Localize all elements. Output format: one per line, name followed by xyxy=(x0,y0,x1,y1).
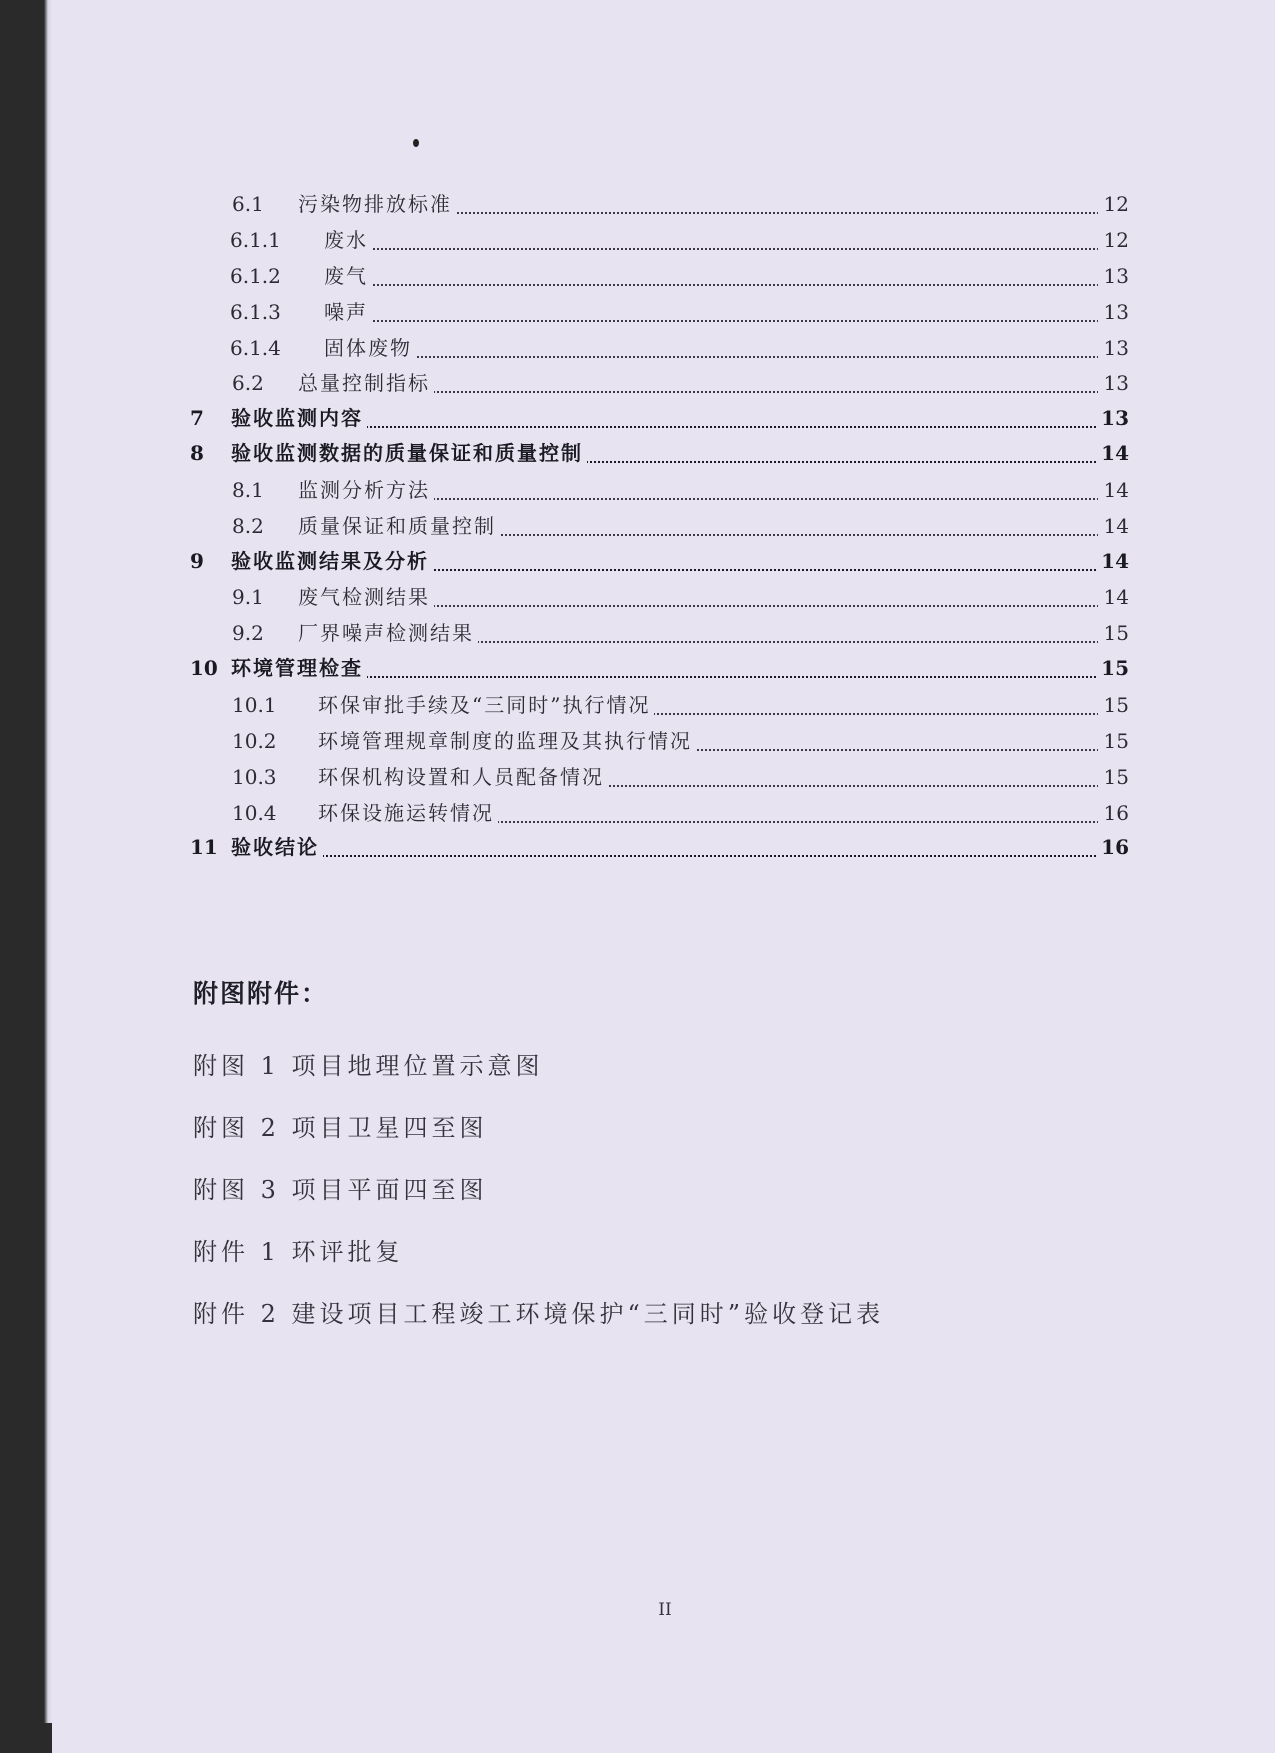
toc-entry-title: 监测分析方法 xyxy=(298,474,434,506)
toc-entry-number: 9 xyxy=(190,549,204,573)
toc-entry-number: 9.1 xyxy=(232,585,264,609)
toc-entry-title: 总量控制指标 xyxy=(298,367,434,399)
toc-entry xyxy=(0,831,1275,863)
toc-dot-leader xyxy=(344,324,1127,358)
toc-entry-page: 15 xyxy=(1098,725,1129,757)
toc-entry-page: 14 xyxy=(1098,437,1129,469)
toc-entry-page: 14 xyxy=(1098,545,1129,577)
attachment-item: 附件 2 建设项目工程竣工环境保护“三同时”验收登记表 xyxy=(193,1300,885,1328)
toc-entry-number: 6.1.4 xyxy=(230,336,281,360)
toc-entry xyxy=(0,437,1275,469)
toc-entry-number: 6.1.3 xyxy=(230,300,281,324)
toc-entry-number: 10.1 xyxy=(232,693,277,717)
scan-edge-bottom xyxy=(0,1723,60,1753)
toc-entry-page: 14 xyxy=(1098,510,1129,542)
toc-dot-leader xyxy=(251,644,1127,678)
toc-entry-page: 13 xyxy=(1098,296,1129,328)
toc-entry-title: 环境管理规章制度的监理及其执行情况 xyxy=(318,725,696,757)
toc-entry-number: 10.4 xyxy=(232,801,277,825)
attachment-item: 附图 1 项目地理位置示意图 xyxy=(193,1052,544,1080)
toc-entry-title: 厂界噪声检测结果 xyxy=(298,617,478,649)
toc-entry-page: 12 xyxy=(1098,224,1129,256)
toc-dot-leader xyxy=(318,466,1127,500)
toc-entry-number: 10 xyxy=(190,656,218,680)
toc-entry-title: 环境管理检查 xyxy=(231,652,367,684)
toc-dot-leader xyxy=(344,252,1127,286)
toc-entry-title: 环保设施运转情况 xyxy=(318,797,498,829)
toc-entry-title: 质量保证和质量控制 xyxy=(298,510,500,542)
toc-entry-title: 验收监测内容 xyxy=(231,402,367,434)
toc-entry-number: 6.2 xyxy=(232,371,264,395)
toc-entry-page: 13 xyxy=(1098,367,1129,399)
toc-entry-title: 环保审批手续及“三同时”执行情况 xyxy=(318,689,654,721)
toc-entry-number: 6.1.2 xyxy=(230,264,281,288)
toc-entry-page: 16 xyxy=(1098,831,1129,863)
toc-entry-page: 16 xyxy=(1098,797,1129,829)
toc-entry-page: 15 xyxy=(1098,761,1129,793)
toc-entry-title: 噪声 xyxy=(324,296,372,328)
toc-entry-page: 13 xyxy=(1098,402,1129,434)
toc-entry-number: 11 xyxy=(190,835,218,859)
toc-dot-leader xyxy=(344,216,1127,250)
toc-entry-number: 10.3 xyxy=(232,765,277,789)
toc-entry-number: 6.1.1 xyxy=(230,228,281,252)
toc-entry-title: 废气检测结果 xyxy=(298,581,434,613)
toc-dot-leader xyxy=(344,288,1127,322)
toc-entry-title: 废气 xyxy=(324,260,372,292)
toc-entry-number: 9.2 xyxy=(232,621,264,645)
toc-entry-title: 验收结论 xyxy=(231,831,323,863)
toc-entry-number: 6.1 xyxy=(232,192,264,216)
toc-entry-title: 验收监测数据的质量保证和质量控制 xyxy=(231,437,587,469)
toc-entry-page: 13 xyxy=(1098,260,1129,292)
attachment-item: 附图 3 项目平面四至图 xyxy=(193,1176,488,1204)
toc-entry-number: 10.2 xyxy=(232,729,277,753)
attachment-item: 附图 2 项目卫星四至图 xyxy=(193,1114,488,1142)
toc-entry-title: 环保机构设置和人员配备情况 xyxy=(318,761,608,793)
toc-entry-page: 13 xyxy=(1098,332,1129,364)
toc-dot-leader xyxy=(318,573,1127,607)
toc-entry-title: 废水 xyxy=(324,224,372,256)
page-number: II xyxy=(658,1600,672,1620)
toc-entry-page: 15 xyxy=(1098,617,1129,649)
toc-entry-title: 污染物排放标准 xyxy=(298,188,456,220)
toc-entry-title: 验收监测结果及分析 xyxy=(231,545,433,577)
toc-entry xyxy=(0,652,1275,684)
toc-entry-title: 固体废物 xyxy=(324,332,416,364)
toc-entry-page: 14 xyxy=(1098,474,1129,506)
toc-dot-leader xyxy=(251,394,1127,428)
attachments-heading: 附图附件： xyxy=(193,979,329,1008)
toc-entry-number: 8 xyxy=(190,441,204,465)
toc-entry-page: 14 xyxy=(1098,581,1129,613)
toc-entry-number: 7 xyxy=(190,406,204,430)
toc-entry-number: 8.2 xyxy=(232,514,264,538)
toc-entry-page: 15 xyxy=(1098,652,1129,684)
toc-entry-page: 15 xyxy=(1098,689,1129,721)
toc-entry-number: 8.1 xyxy=(232,478,264,502)
attachment-item: 附件 1 环评批复 xyxy=(193,1238,404,1266)
toc-dot-leader xyxy=(318,359,1127,393)
toc-entry-page: 12 xyxy=(1098,188,1129,220)
